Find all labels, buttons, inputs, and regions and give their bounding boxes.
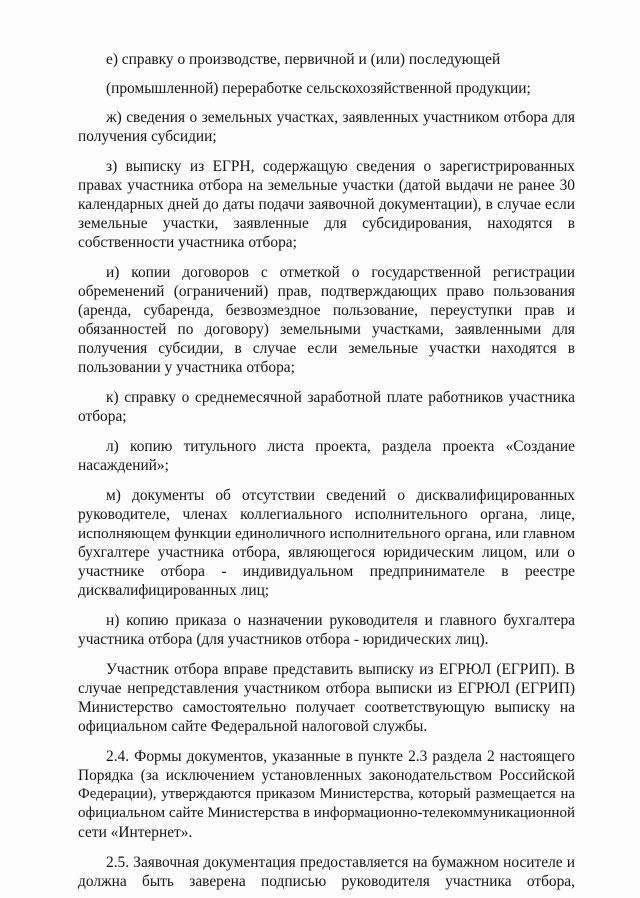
item-m-line-5: участнике отбора - индивидуальном предпринимателе в реестре [78,563,575,580]
item-n-line-1: н) копию приказа о назначении руководителя и главного бухгалтера [106,612,575,629]
item-m-line-6: дисквалифицированных лиц; [78,582,270,599]
item-i-line-2: обременений (ограничений) прав, подтверждающих право пользования [78,283,575,300]
item-m-line-4: бухгалтере участника отбора, являющегося юридическим лицом, или о [78,544,575,561]
item-e-line-1: е) справку о производстве, первичной и (или) последующей [106,51,501,68]
item-zh-line-1: ж) сведения о земельных участках, заявленных участником отбора для [106,109,575,126]
clause-2-4-line-3: Федерации), утверждаются приказом Министерства, который размещается на [78,786,575,802]
item-k-line-2: отбора; [78,408,127,425]
item-i-line-3: (аренда, субаренда, безвозмездное пользование, переуступки прав и [78,302,575,319]
item-e-line-2: (промышленной) переработке сельскохозяйственной продукции; [106,80,531,97]
item-n-line-2: участника отбора (для участников отбора - юридических лиц). [78,631,489,648]
item-i-line-1: и) копии договоров с отметкой о государственной регистрации [106,264,575,281]
egrul-line-3: Министерство самостоятельно получает соответствующую выписку на [78,699,575,716]
clause-2-4-line-1: 2.4. Формы документов, указанные в пункте 2.3 раздела 2 настоящего [106,748,575,765]
clause-2-5-line-2: должна быть заверена подписью руководителя участника отбора, [78,873,575,890]
item-l-line-2: насаждений»; [78,457,169,474]
clause-2-5-line-1: 2.5. Заявочная документация предоставляется на бумажном носителе и [106,854,575,871]
egrul-line-2: случае непредставления участником отбора выписки из ЕГРЮЛ (ЕГРИП) [78,680,575,697]
item-i-line-5: получения субсидии, в случае если земельные участки находятся в [78,340,575,357]
item-m-line-1: м) документы об отсутствии сведений о дисквалифицированных [106,487,575,504]
item-z-line-3: календарных дней до даты подачи заявочной документации), в случае если [78,196,575,213]
item-z-line-2: правах участника отбора на земельные участки (датой выдачи не ранее 30 [78,177,575,194]
item-i-line-4: обязанностей по договору) земельными участками, заявленными для [78,321,575,338]
item-z-line-1: з) выписку из ЕГРН, содержащую сведения о зарегистрированных [106,158,575,175]
item-l-line-1: л) копию титульного листа проекта, раздела проекта «Создание [106,438,575,455]
item-m-line-2: руководителе, членах коллегиального исполнительного органа, лице, [78,506,575,523]
clause-2-4-line-5: сети «Интернет». [78,824,193,841]
item-i-line-6: пользовании у участника отбора; [78,359,295,376]
item-m-line-3: исполняющем функции единоличного исполнительного органа, или главном [78,525,575,542]
item-k-line-1: к) справку о среднемесячной заработной плате работников участника [106,389,575,406]
item-z-line-5: собственности участника отбора; [78,234,297,251]
item-z-line-4: земельные участки, заявленные для субсидирования, находятся в [78,215,575,232]
item-zh-line-2: получения субсидии; [78,128,217,145]
egrul-line-4: официальном сайте Федеральной налоговой службы. [78,718,428,735]
clause-2-4-line-4: официальном сайте Министерства в информационно-телекоммуникационной [78,805,575,821]
clause-2-4-line-2: Порядка (за исключением установленных законодательством Российской [78,767,575,784]
egrul-line-1: Участник отбора вправе представить выписку из ЕГРЮЛ (ЕГРИП). В [106,661,575,678]
